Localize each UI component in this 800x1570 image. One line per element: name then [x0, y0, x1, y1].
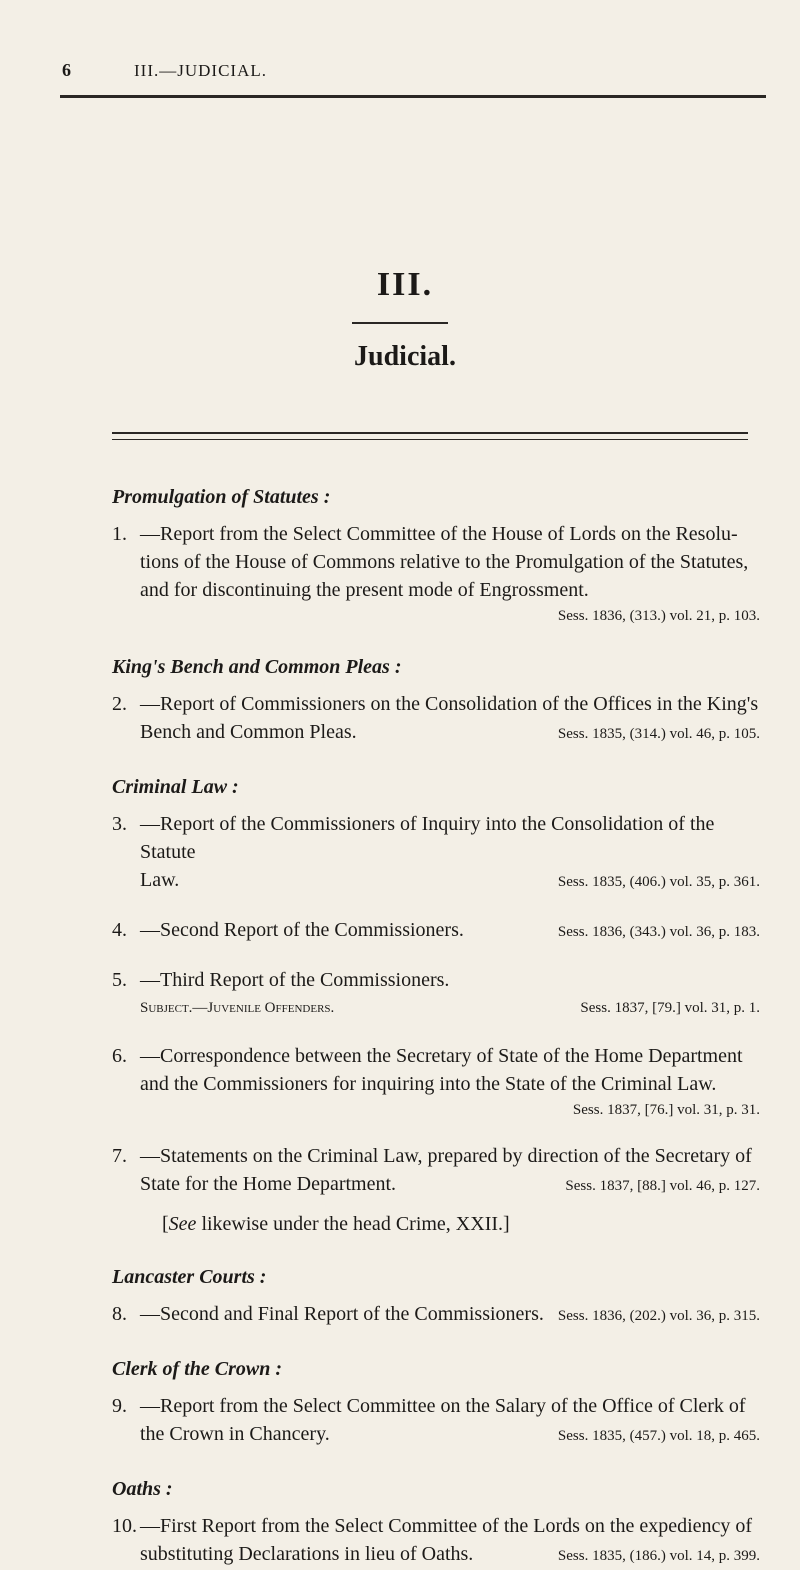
- page-number: 6: [62, 60, 71, 80]
- session-reference: Sess. 1836, (313.) vol. 21, p. 103.: [557, 608, 760, 624]
- session-reference: Sess. 1837, [88.] vol. 46, p. 127.: [565, 1178, 760, 1194]
- session-reference: Sess. 1836, (343.) vol. 36, p. 183.: [557, 924, 760, 940]
- entry-line: the Crown in Chancery.: [140, 1423, 330, 1445]
- entry-item: [112, 1300, 760, 1330]
- running-head: [62, 60, 760, 84]
- entry-item: [112, 916, 760, 946]
- entry-line: State for the Home Department.: [140, 1173, 397, 1195]
- entry-line: Bench and Common Pleas.: [140, 721, 357, 743]
- see-word: See: [168, 1213, 197, 1235]
- session-reference: Sess. 1835, (457.) vol. 18, p. 465.: [557, 1428, 760, 1444]
- entry-item: [112, 1142, 760, 1200]
- section-title: Judicial.: [354, 341, 456, 372]
- entry-line: and the Commissioners for inquiring into the State of the Criminal Law.: [140, 1073, 717, 1095]
- entry-number: 3.: [112, 813, 127, 835]
- section-numeral: III.: [376, 266, 434, 303]
- entry-item: [112, 1042, 760, 1122]
- entry-line: and for discontinuing the present mode of Engrossment.: [140, 579, 589, 601]
- cross-reference-note: [See likewise under the head Crime, XXII.]: [162, 1213, 510, 1235]
- entry-line: —Third Report of the Commissioners.: [140, 969, 450, 991]
- section-double-rule: [112, 432, 748, 440]
- entry-number: 9.: [112, 1395, 127, 1417]
- entry-number: 1.: [112, 523, 127, 545]
- entry-item: [112, 810, 760, 896]
- title-rule: [352, 322, 448, 324]
- entry-line: —Second Report of the Commissioners.: [140, 919, 464, 941]
- session-reference: Sess. 1835, (314.) vol. 46, p. 105.: [557, 726, 760, 742]
- session-reference: Sess. 1837, [79.] vol. 31, p. 1.: [580, 1000, 760, 1016]
- entry-line: —Report of Commissioners on the Consolidation of the Offices in the King's: [140, 693, 759, 715]
- entry-number: 6.: [112, 1045, 127, 1067]
- entries-list: [112, 484, 760, 1570]
- entry-line: —Second and Final Report of the Commissioners.: [140, 1303, 544, 1325]
- entry-number: 4.: [112, 919, 127, 941]
- group-heading: Oaths :: [112, 1478, 173, 1500]
- entry-number: 7.: [112, 1145, 127, 1167]
- entry-line: tions of the House of Commons relative to the Promulgation of the Statutes,: [140, 551, 749, 573]
- session-reference: Sess. 1835, (406.) vol. 35, p. 361.: [557, 874, 760, 890]
- group-heading: King's Bench and Common Pleas :: [112, 656, 402, 678]
- entry-number: 8.: [112, 1303, 127, 1325]
- entry-line: —Correspondence between the Secretary of State of the Home Department: [140, 1045, 743, 1067]
- entry-subject: Subject.—Juvenile Offenders.: [140, 1000, 335, 1016]
- entry-line: —Statements on the Criminal Law, prepared by direction of the Secretary of: [140, 1145, 752, 1167]
- entry-item: [112, 966, 760, 1022]
- entry-line: —Report from the Select Committee of the House of Lords on the Resolu-: [140, 523, 738, 545]
- entry-item: [112, 520, 760, 628]
- group-heading: Promulgation of Statutes :: [112, 486, 331, 508]
- entry-item: [112, 1392, 760, 1450]
- group-heading: Criminal Law :: [112, 776, 239, 798]
- entry-number: 2.: [112, 693, 127, 715]
- running-title: III.—JUDICIAL.: [134, 61, 267, 80]
- entry-number: 10.: [112, 1515, 137, 1537]
- entry-item: [112, 690, 760, 748]
- entry-line: —Report of the Commissioners of Inquiry into the Consolidation of the Statute: [140, 813, 715, 863]
- entry-line: substituting Declarations in lieu of Oaths.: [140, 1543, 474, 1565]
- session-reference: Sess. 1837, [76.] vol. 31, p. 31.: [572, 1102, 760, 1118]
- group-heading: Clerk of the Crown :: [112, 1358, 283, 1380]
- entry-item: [112, 1512, 760, 1570]
- entry-line: Law.: [140, 869, 180, 891]
- header-rule: [60, 95, 766, 98]
- cross-reference-text: likewise under the head Crime, XXII.: [196, 1213, 504, 1235]
- session-reference: Sess. 1835, (186.) vol. 14, p. 399.: [557, 1548, 760, 1564]
- entry-number: 5.: [112, 969, 127, 991]
- session-reference: Sess. 1836, (202.) vol. 36, p. 315.: [557, 1308, 760, 1324]
- entry-line: —Report from the Select Committee on the Salary of the Office of Clerk of: [140, 1395, 746, 1417]
- group-heading: Lancaster Courts :: [112, 1266, 267, 1288]
- entry-line: —First Report from the Select Committee of the Lords on the expediency of: [140, 1515, 753, 1537]
